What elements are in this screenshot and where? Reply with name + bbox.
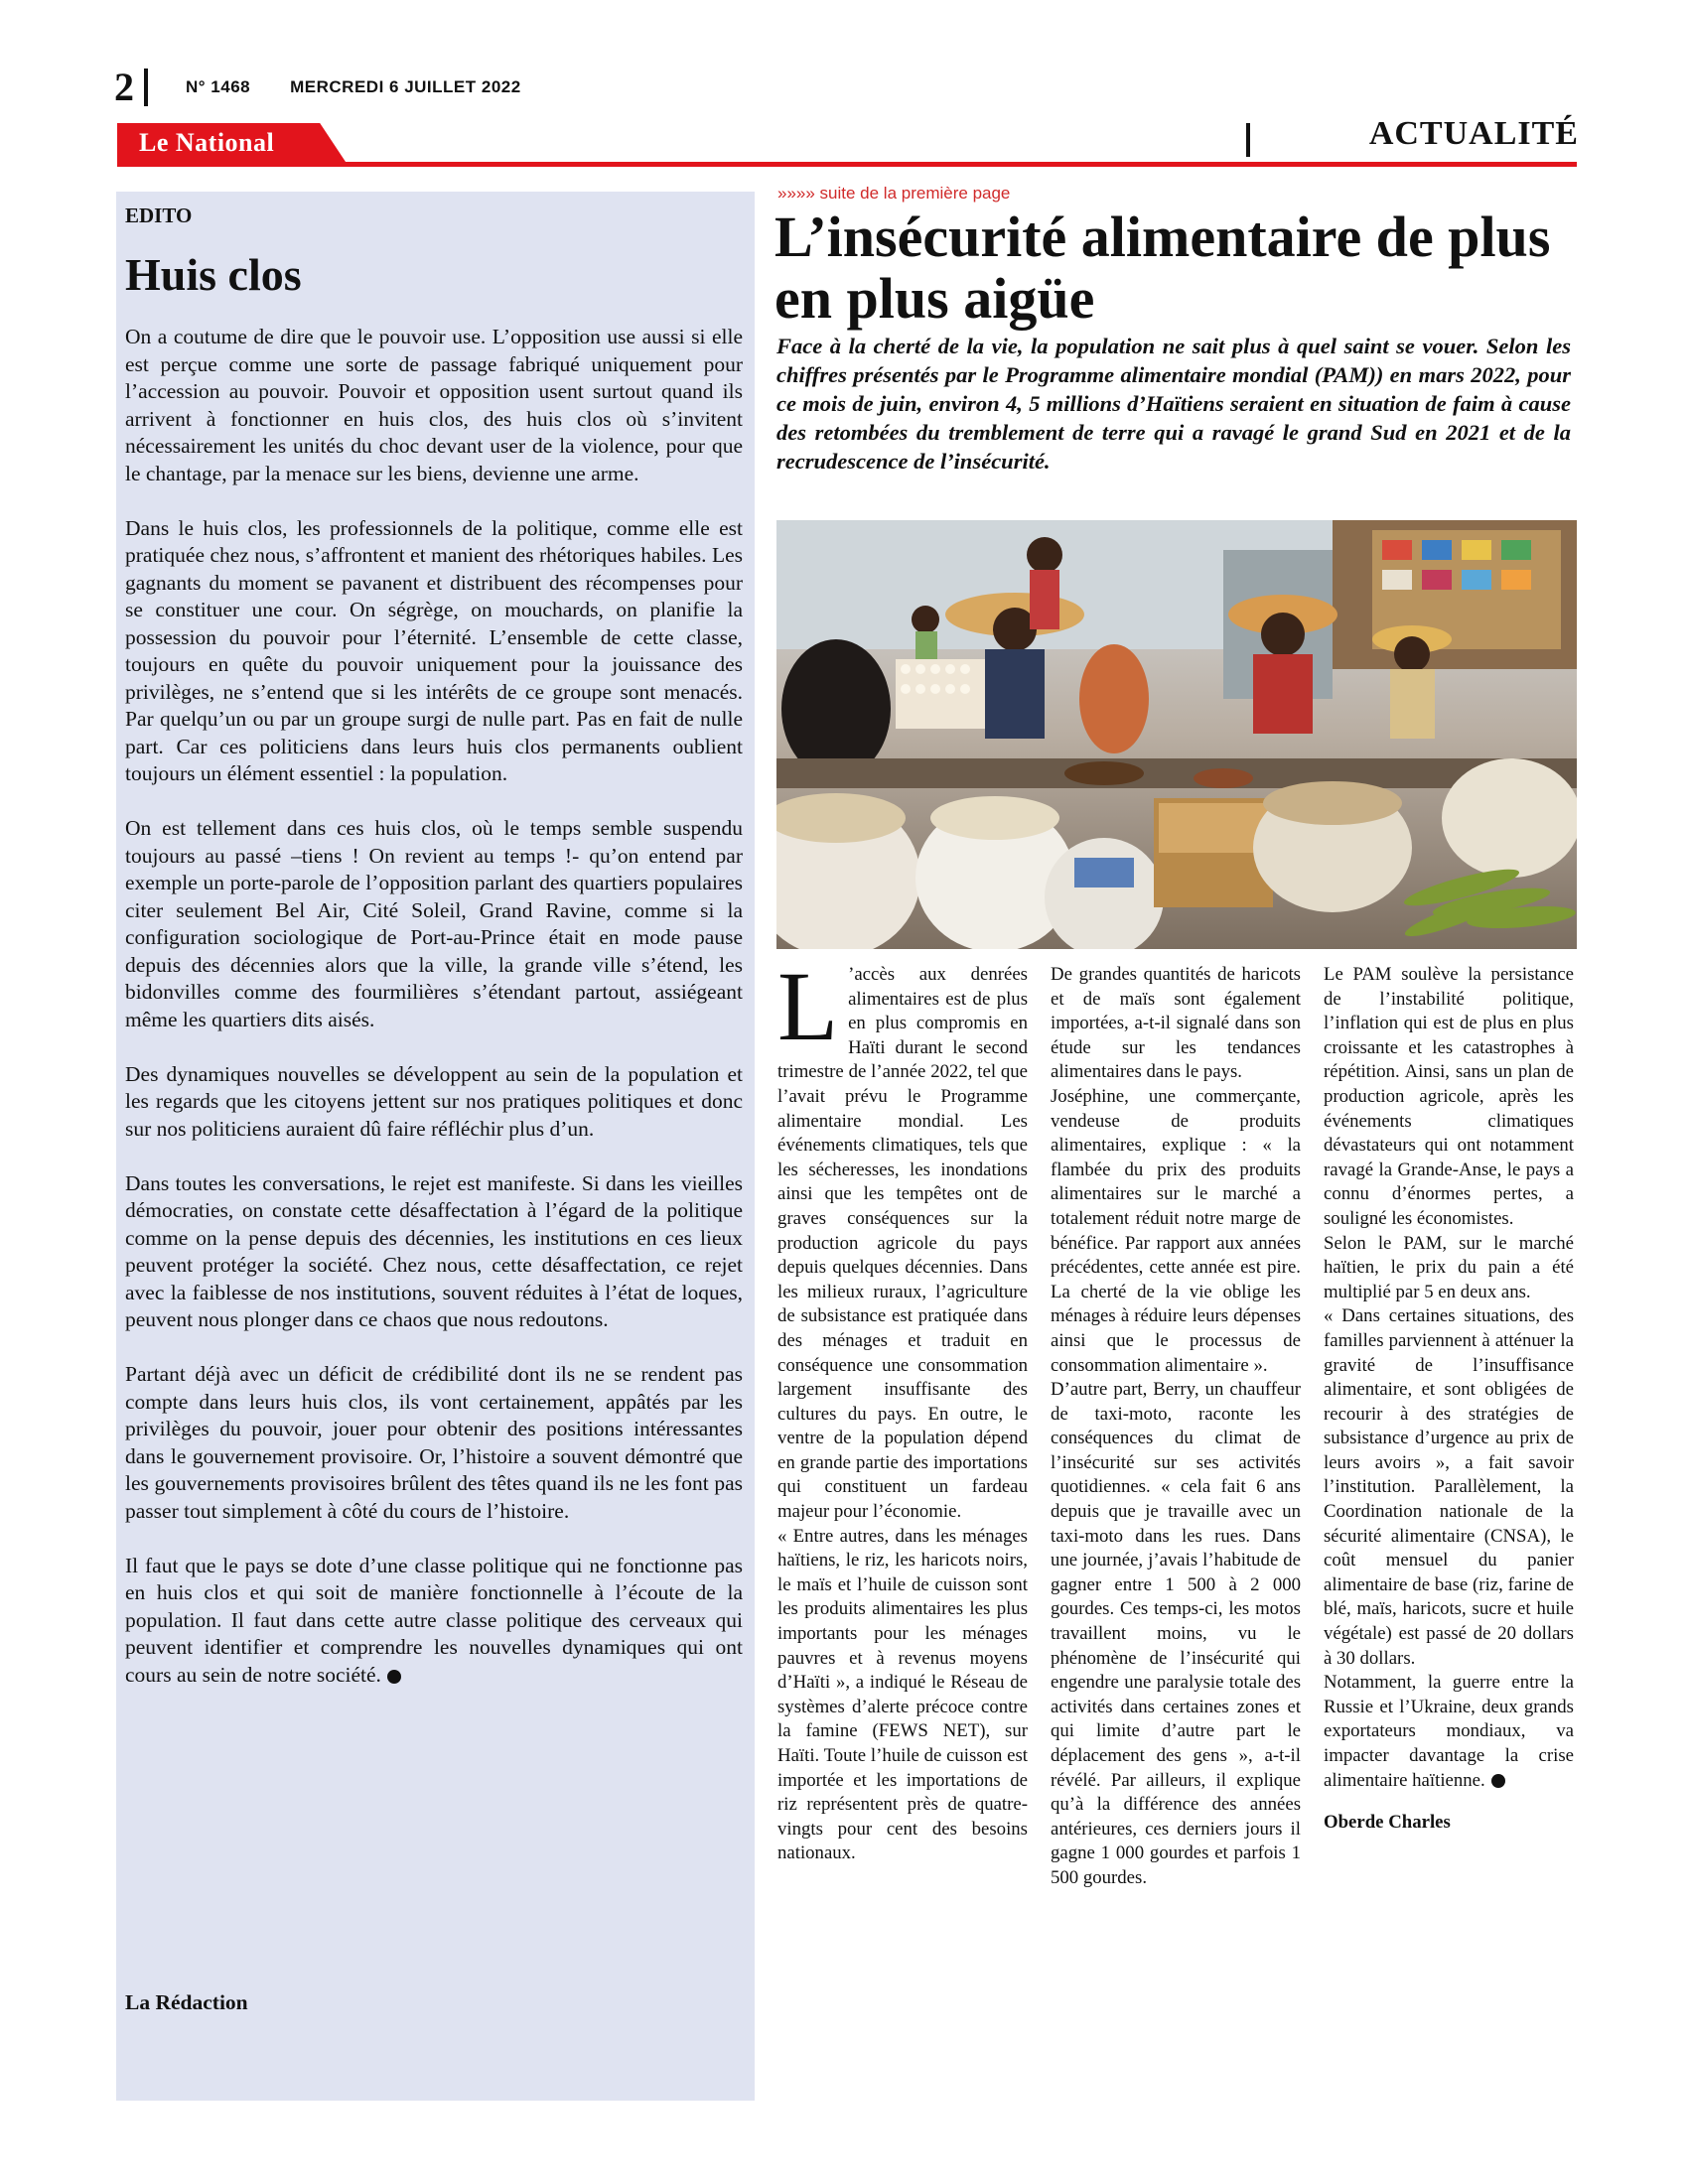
drop-cap: L — [777, 951, 839, 1061]
market-photo-illustration — [776, 520, 1577, 949]
article-paragraph: ’accès aux denrées alimentaires est de plus en plus compromis en Haïti durant le second trimestre de l’année 2022, tel que l’avait prévu le Programme alimentaire mondial. Les événements climatiques, tels que les sécheresses, les inondations ainsi que les tempêtes ont de graves conséquences sur la production agricole du pays depuis quelques décennies. Dans les milieux ruraux, l’agriculture de subsistance est pratiquée dans des ménages et traduit en conséquence une consommation largement insuffisante des cultures du pays. En outre, le ventre de la population dépend en grande partie des importations qui constituent un fardeau majeur pour l’économie. — [777, 964, 1028, 1523]
article-paragraph-last — [1324, 1671, 1574, 1793]
section-divider — [1246, 123, 1250, 157]
article-lede: Face à la cherté de la vie, la population ne sait plus à quel saint se vouer. Selon les chiffres présentés par le Programme alimentaire mondial (PAM)) en mars 2022, pour ce mois de juin, environ 4, 5 millions d’Haïtiens seraient en situation de faim à cause des retombées du tremblement de terre qui a ravagé le grand Sud en 2021 et de la recrudescence de l’insécurité. — [776, 334, 1571, 474]
header-divider — [144, 68, 148, 106]
edito-paragraph: On a coutume de dire que le pouvoir use. L’opposition use aussi si elle est perçue comme une sorte de passage fabriqué uniquement pour l’accession au pouvoir. Pouvoir et opposition usent surtout quand ils arrivent à fonctionner en huis clos, des huis clos où s’invitent nécessairement les unités du choc devant user de la violence, pour que le chantage, par la menace sur les biens, devienne une arme. — [125, 325, 743, 485]
edito-body — [125, 324, 743, 1716]
page-number: 2 — [114, 65, 134, 109]
continuation-kicker: »»»» suite de la première page — [777, 184, 1011, 203]
issue-date: MERCREDI 6 JUILLET 2022 — [290, 77, 521, 96]
edito-title: Huis clos — [125, 249, 302, 300]
page-header — [114, 66, 521, 109]
market-photo — [776, 520, 1577, 949]
edito-paragraph: Dans toutes les conversations, le rejet est manifeste. Si dans les vieilles démocraties, on constate cette désaffectation à l’égard de la politique comme on la pense depuis des décennies, les institutions en ces lieux peuvent protéger la société. Chez nous, cette désaffectation, ce rejet avec la faiblesse de nos institutions, souvent réduites à l’état de loques, peuvent nous plonger dans ce chaos que nous redoutons. — [125, 1170, 743, 1331]
article-signature: Oberde Charles — [1324, 1812, 1451, 1834]
article-paragraph: Selon le PAM, sur le marché haïtien, le prix du pain a été multiplié par 5 en deux ans. — [1324, 1232, 1574, 1302]
article-paragraph: D’autre part, Berry, un chauffeur de taxi-moto, raconte les conséquences du climat de l’insécurité sur ses activités quotidiennes. « cela fait 6 ans depuis que je travaille avec un taxi-moto dans les rues. Dans une journée, j’avais l’habitude de gagner entre 1 500 à 2 000 gourdes. Ces temps-ci, les motos travaillent moins, vu le phénomène de l’insécurité qui engendre une paralysie totale des activités dans certaines zones et qui limite d’autre part le déplacement des gens », a-t-il révélé. Par ailleurs, il explique qu’à la différence des années antérieures, ces derniers jours il gagne 1 000 gourdes et parfois 1 500 gourdes. — [1051, 1379, 1301, 1888]
header-rule — [117, 162, 1577, 167]
article-column-3 — [1324, 963, 1574, 1836]
article-paragraph: Joséphine, une commerçante, vendeuse de produits alimentaires, explique : « la flambée du prix des produits alimentaires sur le marché a totalement réduit notre marge de bénéfice. Par rapport aux années précédentes, cette année est pire. La cherté de la vie oblige les ménages à réduire leurs dépenses ainsi que le processus de consommation alimentaire ». — [1051, 1085, 1301, 1376]
article-column-1 — [777, 951, 1028, 1866]
edito-signature: La Rédaction — [125, 1990, 248, 2014]
article-paragraph-text: Notamment, la guerre entre la Russie et l’Ukraine, deux grands exportateurs mondiaux, va impacter davantage la crise alimentaire haïtienne. — [1324, 1672, 1574, 1791]
article-paragraph: De grandes quantités de haricots et de maïs sont également importées, a-t-il signalé dans son étude sur les tendances alimentaires dans le pays. — [1051, 964, 1301, 1083]
edito-paragraph: Dans le huis clos, les professionnels de la politique, comme elle est pratiquée chez nous, s’affrontent et manient des rhétoriques habiles. Les gagnants du moment se pavanent et distribuent des récompenses pour se constituer une cour. On ségrège, on mouchards, on planifie la possession du pouvoir pour l’éternité. L’ensemble de cette classe, toujours en quête du pouvoir uniquement pour la jouissance des privilèges, ne s’entend que si les intérêts de ce groupe sont menacés. Par quelqu’un ou par un groupe surgi de nulle part. Pas en fait de nulle part. Car ces politiciens dans leurs huis clos permanents oublient toujours un élément essentiel : la population. — [125, 515, 743, 785]
article-paragraph: « Entre autres, dans les ménages haïtiens, le riz, les haricots noirs, le maïs et l’huile de cuisson sont les produits alimentaires les plus importants pour les ménages pauvres et à revenus moyens d’Haïti », a indiqué le Réseau de systèmes d’alerte précoce contre la famine (FEWS NET), sur Haïti. Toute l’huile de cuisson est importée et les importations de riz représentent près de quatre-vingts pour cent des besoins nationaux. — [777, 1525, 1028, 1864]
edito-label: EDITO — [125, 204, 193, 227]
edito-paragraph: Des dynamiques nouvelles se développent au sein de la population et les regards que les citoyens jettent sur nos pratiques politiques et donc sur nos politiciens auraient dû faire réfléchir plus d’un. — [125, 1061, 743, 1141]
end-mark-icon — [1491, 1774, 1505, 1788]
end-mark-icon — [387, 1670, 401, 1684]
edito-paragraph-text: Il faut que le pays se dote d’une classe politique qui ne fonctionne pas en huis clos et qui soit de manière fonctionnelle à l’écoute de la population. Il faut dans cette autre classe politique des cerveaux qui peuvent identifier et comprendre les nouvelles dynamiques qui ont cours au sein de notre société. — [125, 1553, 743, 1687]
edito-paragraph-last — [125, 1553, 743, 1690]
article-headline: L’insécurité alimentaire de plus en plus aigüe — [774, 205, 1551, 331]
issue-number: N° 1468 — [186, 77, 251, 96]
article-paragraph: Le PAM soulève la persistance de l’instabilité politique, l’inflation qui est de plus en plus croissante et les catastrophes à répétition. Ainsi, sans un plan de production agricole, après les événements climatiques dévastateurs qui ont notamment ravagé la Grande-Anse, le pays a connu d’énormes pertes, a souligné les économistes. — [1324, 964, 1574, 1229]
section-title: ACTUALITÉ — [1368, 115, 1579, 152]
edito-paragraph: Partant déjà avec un déficit de crédibilité dont ils ne se rendent pas compte dans leurs huis clos, ils vont certainement, appâtés par les privilèges du pouvoir, jouer pour obtenir des positions intéressantes dans le gouvernement provisoire. Or, l’histoire a souvent démontré que les gouvernements provisoires brûlent des têtes quand ils ne les font pas passer tout simplement à côté du cours de l’histoire. — [125, 1362, 743, 1523]
article-column-2 — [1051, 963, 1301, 1891]
edito-paragraph: On est tellement dans ces huis clos, où le temps semble suspendu toujours au passé –tiens ! On revient au temps !- qu’on entend par exemple un porte-parole de l’opposition parlant des quartiers populaires citer seulement Bel Air, Cité Soleil, Grand Ravine, comme si la configuration sociologique de Port-au-Prince était en mode pause depuis des décennies alors que la ville, la grande ville s’étend, les bidonvilles comme des fourmilières s’étendant partout, assiégeant même les quartiers dits aisés. — [125, 816, 743, 1031]
publication-name: Le National — [139, 128, 275, 157]
article-paragraph: « Dans certaines situations, des familles parviennent à atténuer la gravité de l’insuffisance alimentaire, et sont obligées de recourir à des stratégies de subsistance d’urgence au prix de leurs avoirs », a fait savoir l’institution. Parallèlement, la Coordination nationale de la sécurité alimentaire (CNSA), le coût mensuel du panier alimentaire de base (riz, farine de blé, maïs, haricots, sucre et huile végétale) est passé de 20 dollars à 30 dollars. — [1324, 1305, 1574, 1669]
